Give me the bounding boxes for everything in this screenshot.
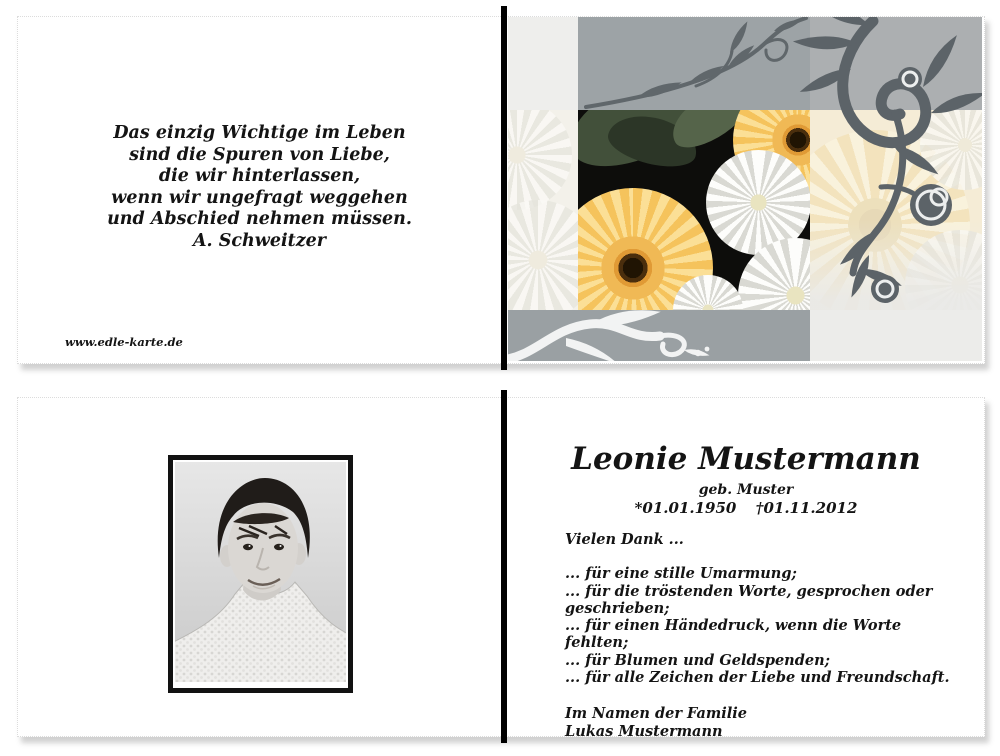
fold-line-bottom bbox=[501, 390, 507, 743]
faded-mum-flower bbox=[508, 110, 572, 210]
website-url: www.edle-karte.de bbox=[65, 335, 183, 349]
deceased-name: Leonie Mustermann bbox=[571, 441, 921, 477]
collage-corner-panel bbox=[508, 17, 578, 110]
portrait-photo bbox=[175, 462, 346, 682]
flower-collage bbox=[508, 17, 982, 361]
thanks-intro: Vielen Dank ... bbox=[565, 531, 684, 548]
death-date: †01.11.2012 bbox=[755, 499, 858, 517]
quote-line: sind die Spuren von Liebe, bbox=[129, 144, 390, 165]
faded-mum-flower bbox=[508, 200, 578, 310]
portrait-photo-frame bbox=[168, 455, 353, 693]
fold-line-top bbox=[501, 6, 507, 370]
quote-line: die wir hinterlassen, bbox=[158, 166, 361, 187]
thanks-list bbox=[565, 565, 965, 686]
closing-block bbox=[565, 705, 965, 740]
life-dates bbox=[508, 499, 984, 517]
birth-name: geb. Muster bbox=[698, 482, 794, 498]
quote-line: Das einzig Wichtige im Leben bbox=[113, 123, 406, 143]
collage-bottom-right-strip bbox=[810, 310, 982, 361]
acanthus-ornament-icon bbox=[773, 17, 982, 317]
floral-ornament bbox=[773, 17, 982, 317]
quote-author: A. Schweitzer bbox=[192, 230, 326, 251]
thanks-line: ... für die tröstenden Worte, gesprochen oder geschrieben; bbox=[565, 582, 933, 617]
thanks-line: ... für einen Händedruck, wenn die Worte fehlten; bbox=[565, 617, 902, 652]
white-swirl-icon bbox=[508, 310, 810, 361]
closing-line: Im Namen der Familie bbox=[565, 705, 748, 723]
thanks-line: ... für Blumen und Geldspenden; bbox=[565, 651, 830, 669]
deceased-header bbox=[508, 442, 984, 517]
thanks-line: ... für eine stille Umarmung; bbox=[565, 565, 797, 583]
collage-faded-flowers-left bbox=[508, 110, 578, 310]
birth-date: *01.01.1950 bbox=[634, 499, 737, 517]
quote-line: wenn wir ungefragt weggehen bbox=[111, 187, 408, 208]
collage-bottom-strip bbox=[508, 310, 810, 361]
thanks-text-block bbox=[565, 531, 965, 740]
quote-block bbox=[18, 123, 501, 253]
quote-line: und Abschied nehmen müssen. bbox=[107, 209, 412, 230]
closing-line: Lukas Mustermann bbox=[565, 722, 723, 740]
thanks-line: ... für alle Zeichen der Liebe und Freundschaft. bbox=[565, 669, 950, 687]
